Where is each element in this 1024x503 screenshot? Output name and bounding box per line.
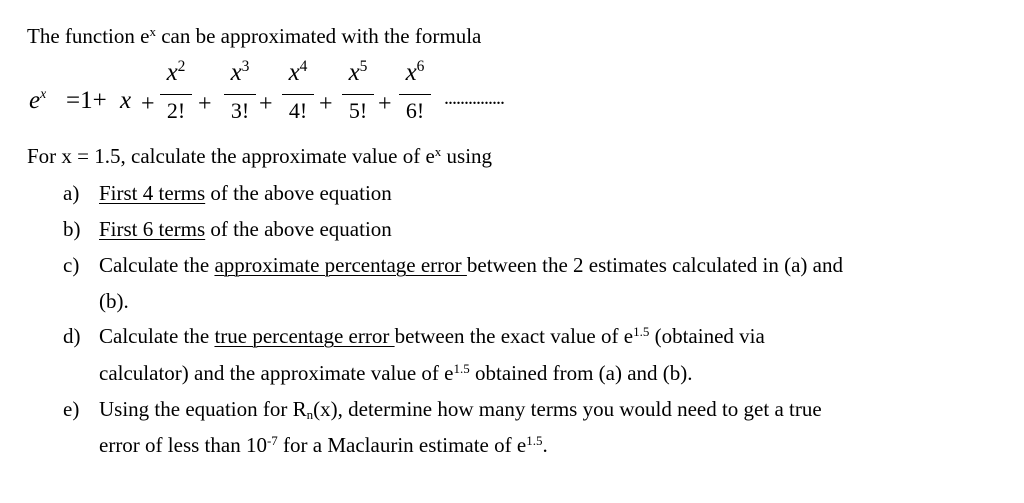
list-item-e-line2: error of less than $10^{-7}$ for a Maclaurin estimate of $e^{1.5}$. [99,432,548,457]
formula-plus: + [198,91,212,117]
underlined-text: approximate percentage error [214,253,467,277]
list-item-d-line2: calculator) and the approximate value of $e^{1.5}$ obtained from (a) and (b). [99,360,693,385]
question-text: For x = 1.5, calculate the approximate value of $e^x$ using [27,143,493,168]
list-item-letter: e) [63,397,80,421]
list-item-letter: a) [63,181,80,205]
list-item-letter: b) [63,217,81,241]
formula-plus: + [378,91,392,117]
formula-lhs: $e^x$ [29,85,47,114]
list-item-letter: c) [63,253,80,277]
maclaurin-formula: $e^x$ =1+ x + $x^2$ 2! + $x^3$ 3! + $x^4$ 4! + $x^5$ 5! + $x^6$ 6! ............... [29,58,504,123]
formula-plus: + [141,91,155,117]
formula-x-term: x [120,87,132,114]
list-item-b: b) First 6 terms of the above equation [63,217,392,241]
formula-ellipsis: ............... [444,87,504,109]
list-item-a: a) First 4 terms of the above equation [63,181,392,205]
list-item-e: e) Using the equation for $R_n(x)$, determine how many terms you would need to get a true [63,397,822,423]
underlined-text: true percentage error [214,324,395,348]
formula-plus: + [259,91,273,117]
list-item-c: c) Calculate the approximate percentage error between the 2 estimates calculated in (a) and [63,253,843,277]
formula-plus: + [319,91,333,117]
formula-start: =1+ [66,87,107,114]
underlined-text: First 6 terms [99,217,206,241]
list-item-letter: d) [63,324,81,348]
list-item-c-line2: (b). [99,289,129,313]
list-item-d: d) Calculate the true percentage error between the exact value of $e^{1.5}$ (obtained via [63,323,765,348]
underlined-text: First 4 terms [99,181,206,205]
intro-text: The function $e^x$ can be approximated with the formula [27,23,482,48]
